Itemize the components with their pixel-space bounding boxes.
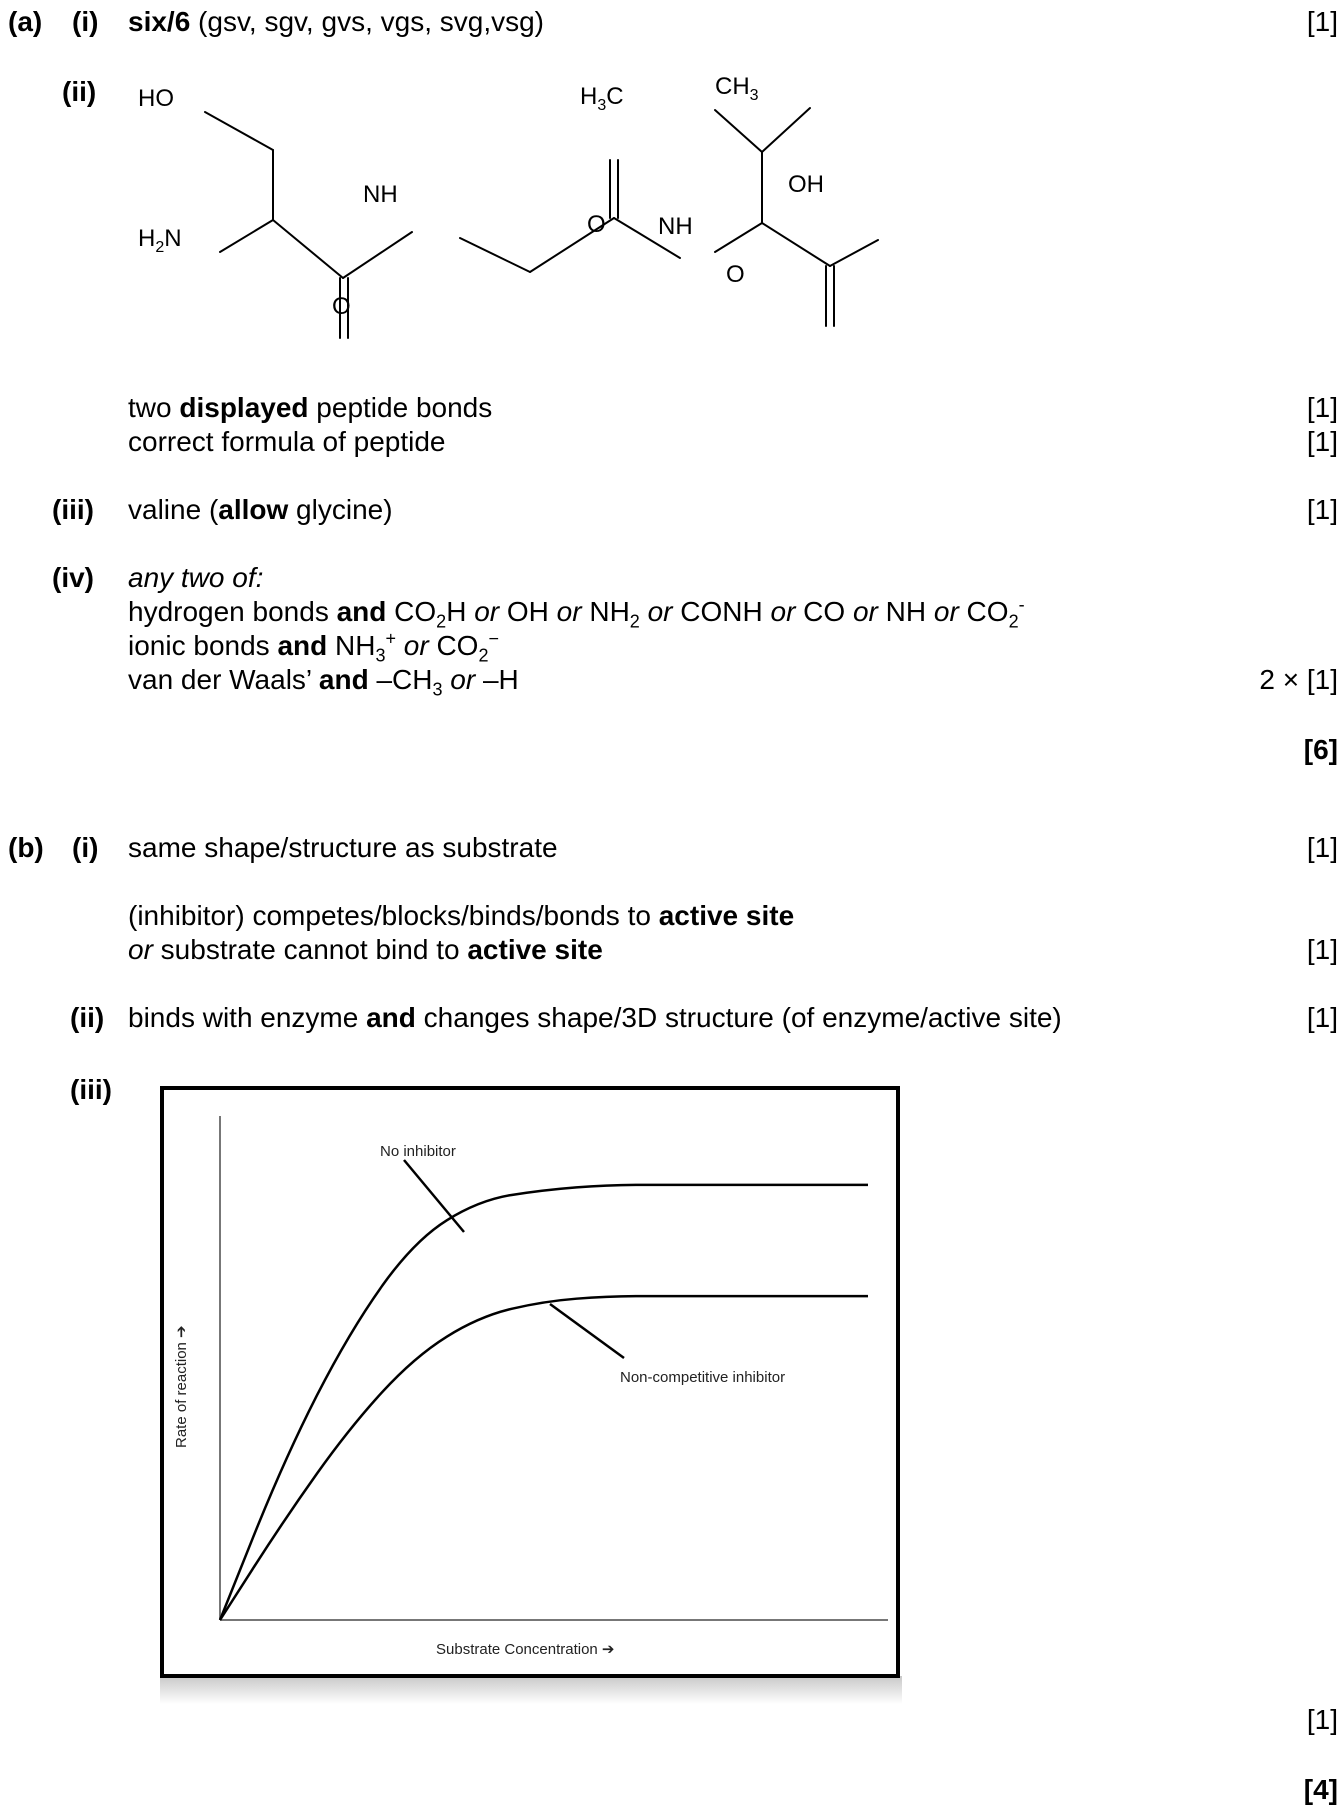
a-iv-line2: ionic bonds and $NH_3^+$ or $CO_2^-$ [128, 628, 499, 666]
b-i-line2: (inhibitor) competes/blocks/binds/bonds to active site [128, 900, 795, 931]
label-o-2: O [587, 211, 606, 238]
a-ii-line1: two displayed peptide bonds [128, 392, 493, 423]
label-nh-2b: NH [658, 213, 693, 240]
b-i-line1: same shape/structure as substrate [128, 832, 558, 863]
bond-nh1-ch2 [460, 238, 530, 272]
b-i-number: (i) [72, 832, 99, 863]
label-h3c: $H_3C$ [580, 83, 624, 114]
a-i-answer-rest: (gsv, sgv, gvs, vgs, svg,vsg) [190, 6, 544, 37]
bond-cb-ch3 [762, 108, 810, 152]
bond-cb-h3c [715, 110, 762, 152]
a-iv-line1: hydrogen bonds and $CO_2H$ or OH or $NH_2$ or CONH or CO or NH or $CO_2^-$ [128, 594, 1025, 632]
a-iii-mark: [1] [1306, 494, 1338, 525]
b-iii-mark: [1] [1306, 1704, 1338, 1735]
a-ii-number: (ii) [62, 76, 97, 107]
a-iv-line3: van der Waals’ and $-CH_3$ or –H [128, 664, 519, 700]
bond-nh2-ca3 [715, 223, 762, 252]
bond-ca1-c1 [273, 220, 343, 278]
chart-frame [162, 1088, 898, 1676]
a-ii-line2: correct formula of peptide [128, 426, 446, 457]
a-iv-mark: 2 × [1] [1259, 664, 1338, 695]
a-total-mark: [6] [1303, 734, 1338, 765]
legend-no-inhibitor: No inhibitor [380, 1143, 456, 1160]
b-i-mark2: [1] [1306, 934, 1338, 965]
a-iii-answer: valine (allow glycine) [128, 494, 393, 525]
a-ii-mark2: [1] [1306, 426, 1338, 457]
bond-ho-ch2 [205, 112, 273, 150]
a-i-mark: [1] [1306, 6, 1338, 37]
label-oh: OH [788, 171, 824, 198]
label-nh-1: NH [363, 181, 398, 208]
b-ii-number: (ii) [70, 1002, 105, 1033]
part-b-label: (b) [8, 832, 44, 863]
label-o-1: O [332, 293, 351, 320]
b-i-line3: or substrate cannot bind to active site [128, 934, 603, 965]
bond-ca3-c3 [762, 223, 830, 266]
b-i-mark1: [1] [1306, 832, 1338, 863]
b-iii-number: (iii) [70, 1074, 112, 1105]
a-i-answer [128, 6, 544, 38]
a-i-answer-bold: six/6 [128, 6, 191, 37]
a-iii-number: (iii) [52, 494, 94, 525]
a-iv-intro: any two of: [128, 562, 264, 593]
a-ii-mark1: [1] [1306, 392, 1338, 423]
a-iv-number: (iv) [52, 562, 94, 593]
label-ch3: $CH_3$ [715, 73, 759, 104]
b-ii-mark: [1] [1306, 1002, 1338, 1033]
b-total-mark: [4] [1303, 1774, 1338, 1805]
bond-c3-oh [830, 240, 878, 266]
label-o-3: O [726, 261, 745, 288]
bond-c1-nh1 [343, 232, 412, 278]
inhibition-chart [150, 1074, 920, 1710]
b-ii-answer: binds with enzyme and changes shape/3D structure (of enzyme/active site) [128, 1002, 1062, 1033]
a-i-number: (i) [72, 6, 99, 37]
label-h2n: $H_2N$ [138, 225, 182, 256]
y-axis-label: Rate of reaction ➔ [173, 1325, 190, 1448]
legend-non-competitive: Non-competitive inhibitor [620, 1369, 786, 1386]
label-ho: HO [138, 85, 174, 112]
peptide-structure-diagram [138, 73, 950, 370]
chart-shadow [160, 1676, 902, 1704]
bond-ca1-n [220, 220, 273, 252]
part-a-label: (a) [8, 6, 43, 37]
x-axis-label: Substrate Concentration ➔ [436, 1641, 615, 1658]
